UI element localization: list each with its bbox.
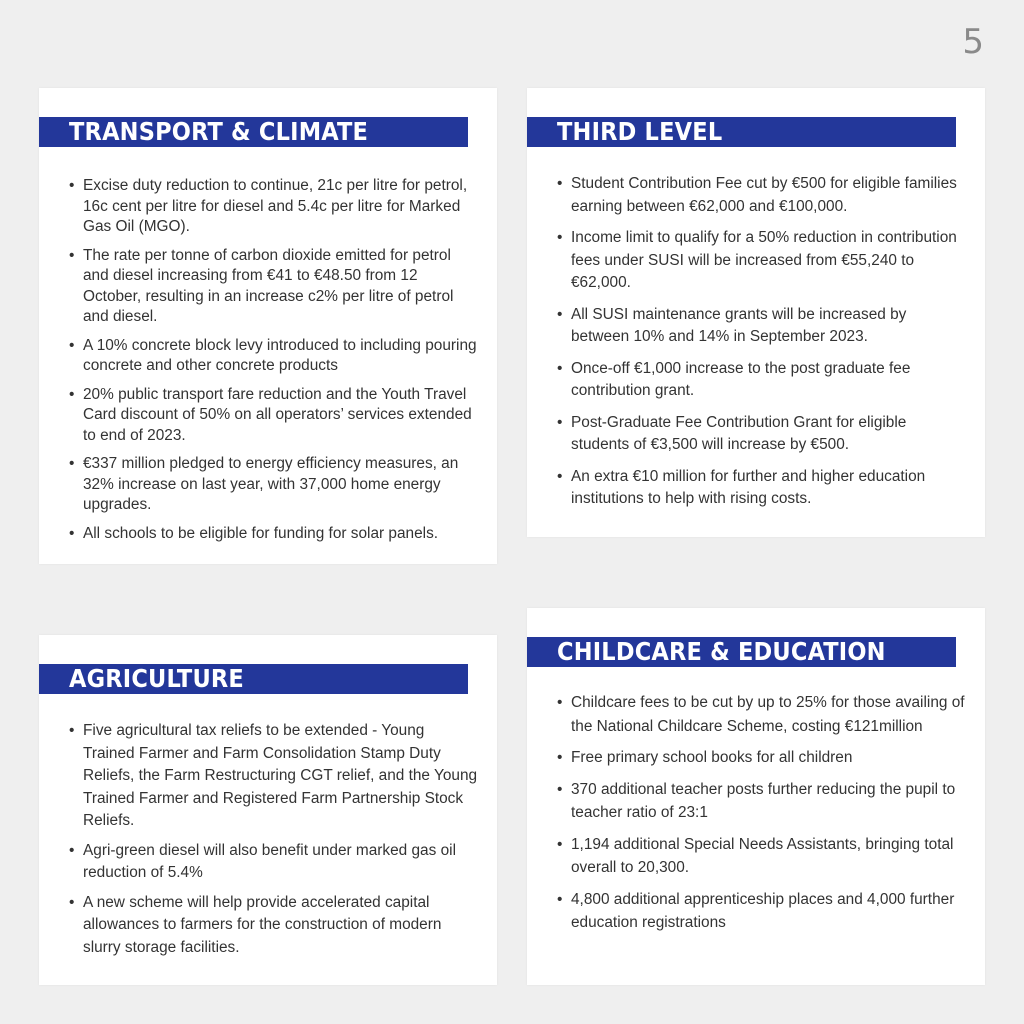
- transport-climate-card: [39, 88, 497, 564]
- page-number: 5: [962, 22, 984, 62]
- third-level-title: THIRD LEVEL: [527, 117, 956, 147]
- list-item: • Excise duty reduction to continue, 21c per litre for petrol, 16c cent per litre for diesel and 5.4c per litre for Marked Gas Oil (MGO).: [69, 176, 479, 238]
- transport-climate-list: [69, 176, 479, 552]
- list-item: • Post-Graduate Fee Contribution Grant for eligible students of €3,500 will increase by €500.: [557, 412, 967, 457]
- list-item: • 4,800 additional apprenticeship places and 4,000 further education registrations: [557, 888, 969, 935]
- list-item: • Agri-green diesel will also benefit under marked gas oil reduction of 5.4%: [69, 840, 479, 885]
- list-item: • A 10% concrete block levy introduced to including pouring concrete and other concrete products: [69, 336, 479, 377]
- agriculture-list: [69, 720, 479, 966]
- third-level-list: [557, 173, 967, 520]
- list-item: • All schools to be eligible for funding for solar panels.: [69, 524, 479, 545]
- list-item: • Free primary school books for all children: [557, 746, 969, 770]
- list-item: • 1,194 additional Special Needs Assistants, bringing total overall to 20,300.: [557, 833, 969, 880]
- agriculture-card: [39, 635, 497, 985]
- list-item: • Once-off €1,000 increase to the post graduate fee contribution grant.: [557, 358, 967, 403]
- list-item: • Childcare fees to be cut by up to 25% for those availing of the National Childcare Scheme, costing €121million: [557, 691, 969, 738]
- list-item: • A new scheme will help provide accelerated capital allowances to farmers for the construction of modern slurry storage facilities.: [69, 892, 479, 960]
- list-item: • An extra €10 million for further and higher education institutions to help with rising costs.: [557, 466, 967, 511]
- list-item: • Five agricultural tax reliefs to be extended - Young Trained Farmer and Farm Consolidation Stamp Duty Reliefs, the Farm Restructuring CGT relief, and the Young Trained Farmer and Registered Farm Partnership Stock Reliefs.: [69, 720, 479, 833]
- third-level-card: [527, 88, 985, 537]
- list-item: • €337 million pledged to energy efficiency measures, an 32% increase on last year, with 37,000 home energy upgrades.: [69, 454, 479, 516]
- transport-climate-title: TRANSPORT & CLIMATE: [39, 117, 468, 147]
- list-item: • 20% public transport fare reduction and the Youth Travel Card discount of 50% on all operators’ services extended to end of 2023.: [69, 385, 479, 447]
- agriculture-title: AGRICULTURE: [39, 664, 468, 694]
- list-item: • The rate per tonne of carbon dioxide emitted for petrol and diesel increasing from €41 to €48.50 from 12 October, resulting in an increase c2% per litre of petrol and diesel.: [69, 246, 479, 328]
- list-item: • Student Contribution Fee cut by €500 for eligible families earning between €62,000 and €100,000.: [557, 173, 967, 218]
- childcare-education-card: [527, 608, 985, 985]
- childcare-education-title: CHILDCARE & EDUCATION: [527, 637, 956, 667]
- list-item: • 370 additional teacher posts further reducing the pupil to teacher ratio of 23:1: [557, 778, 969, 825]
- list-item: • Income limit to qualify for a 50% reduction in contribution fees under SUSI will be increased from €55,240 to €62,000.: [557, 227, 967, 295]
- list-item: • All SUSI maintenance grants will be increased by between 10% and 14% in September 2023.: [557, 304, 967, 349]
- childcare-education-list: [557, 691, 969, 943]
